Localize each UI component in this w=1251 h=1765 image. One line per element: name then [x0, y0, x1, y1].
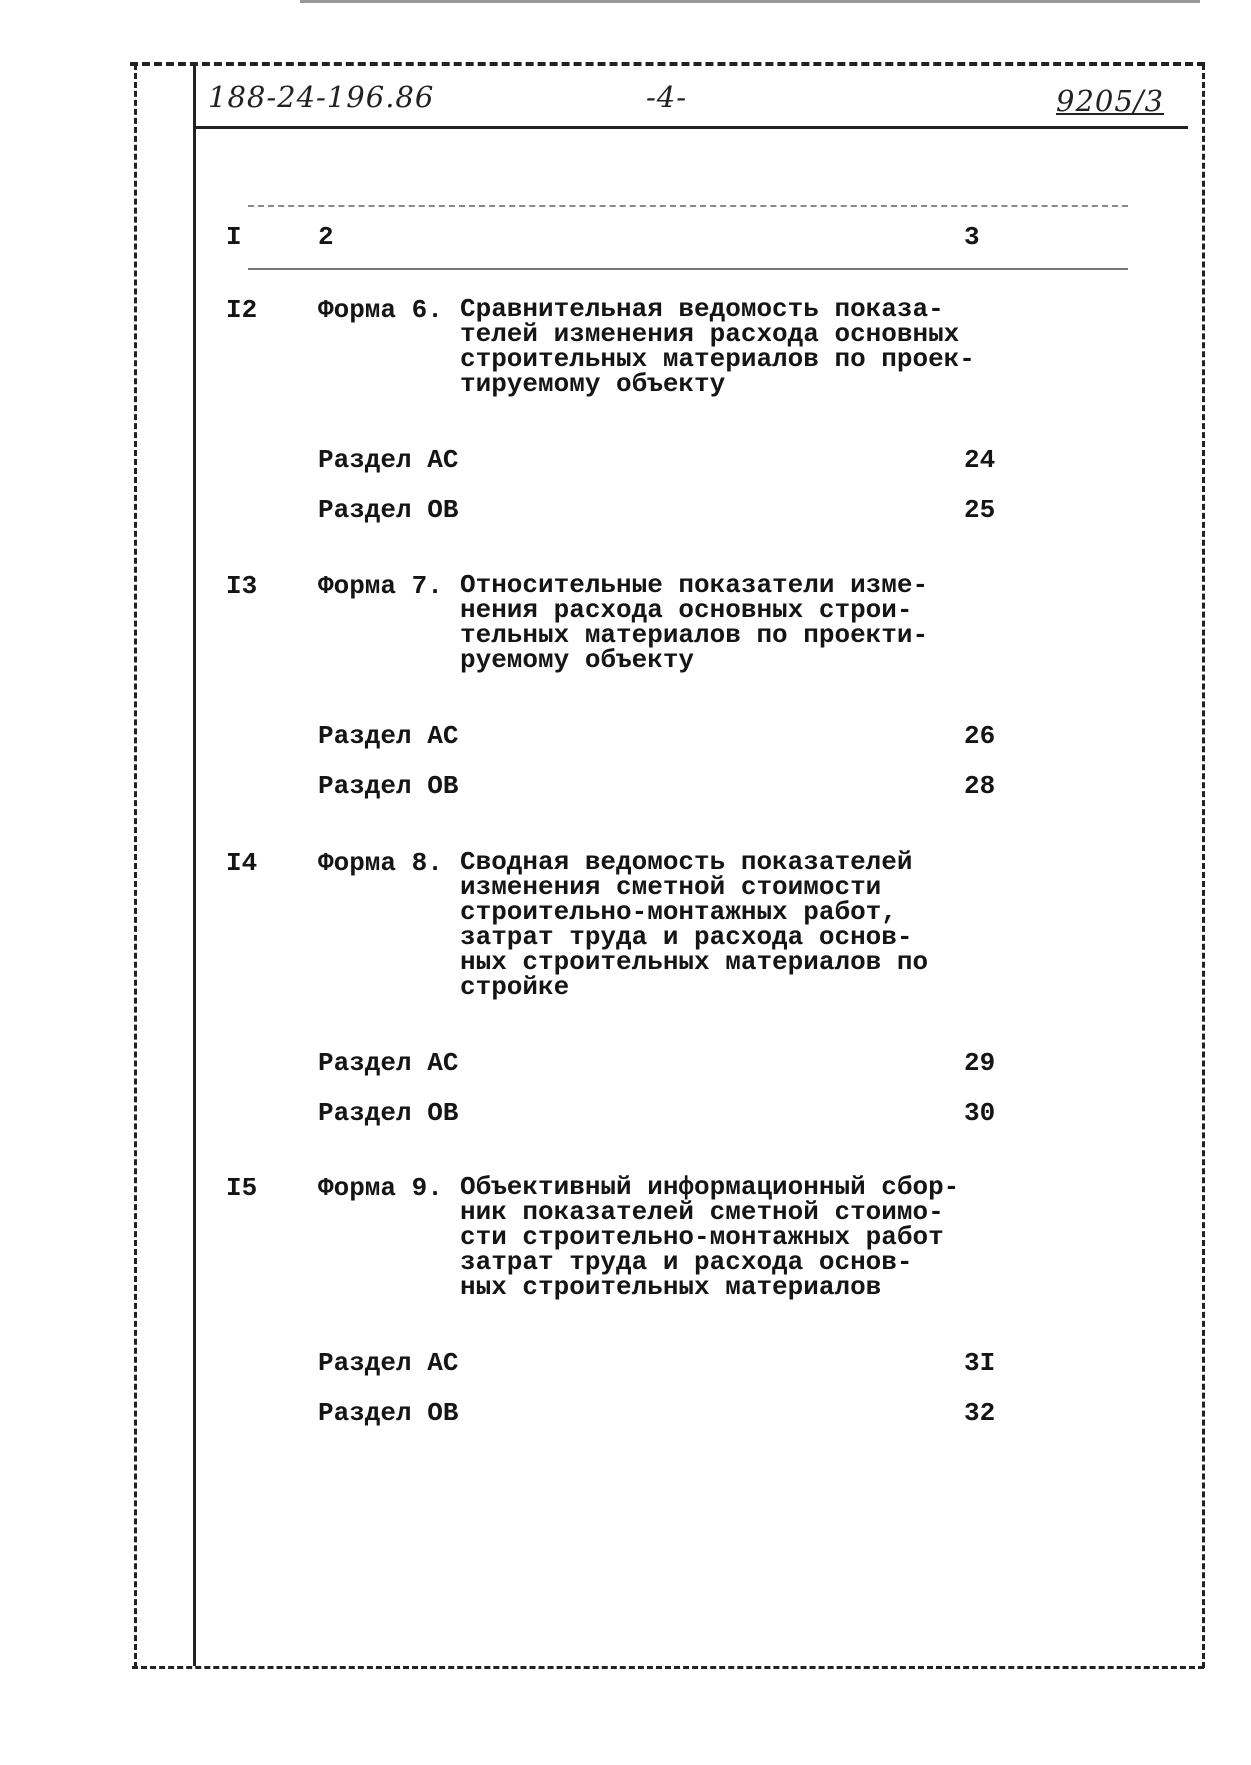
- description-line: Сводная ведомость показателей: [460, 847, 913, 877]
- description-line: Сравнительная ведомость показа-: [460, 294, 944, 324]
- column-header-3: 3: [964, 222, 980, 252]
- section-label: Раздел ОВ: [318, 1098, 459, 1128]
- entry-number: I5: [226, 1173, 258, 1203]
- section-page: 28: [964, 771, 996, 801]
- description-line: затрат труда и расхода основ-: [460, 922, 913, 952]
- description-line: строительных материалов по проек-: [460, 344, 975, 374]
- frame-border-top: [130, 62, 1205, 66]
- page-number: -4-: [646, 80, 688, 114]
- description-line: стройке: [460, 972, 570, 1002]
- section-page: 3I: [964, 1348, 996, 1378]
- section-label: Раздел ОВ: [318, 771, 459, 801]
- description-line: нения расхода основных строи-: [460, 595, 913, 625]
- section-page: 26: [964, 721, 996, 751]
- description-line: изменения сметной стоимости: [460, 872, 882, 902]
- section-label: Раздел ОВ: [318, 495, 459, 525]
- binding-margin-line: [193, 64, 196, 1666]
- form-label: Форма 8.: [318, 848, 443, 878]
- frame-border-bottom: [132, 1666, 1204, 1669]
- form-description: [460, 294, 980, 399]
- table-header-top-rule: [248, 205, 1128, 207]
- section-page: 25: [964, 495, 996, 525]
- sheet-code: 9205/3: [1056, 84, 1165, 118]
- form-label: Форма 6.: [318, 295, 443, 325]
- description-line: строительно-монтажных работ,: [460, 897, 897, 927]
- section-page: 30: [964, 1098, 996, 1128]
- section-label: Раздел АС: [318, 1048, 459, 1078]
- section-label: Раздел АС: [318, 445, 459, 475]
- scan-edge-line: [300, 0, 1200, 3]
- table-header-bottom-rule: [248, 268, 1128, 270]
- description-line: руемому объекту: [460, 645, 695, 675]
- description-line: тируемому объекту: [460, 369, 726, 399]
- form-description: [460, 570, 980, 675]
- entry-number: I4: [226, 848, 258, 878]
- entry-number: I3: [226, 571, 258, 601]
- frame-border-left: [134, 64, 137, 1668]
- description-line: телей изменения расхода основных: [460, 319, 960, 349]
- section-label: Раздел ОВ: [318, 1398, 459, 1428]
- description-line: сти строительно-монтажных работ: [460, 1222, 944, 1252]
- section-label: Раздел АС: [318, 1348, 459, 1378]
- description-line: ных строительных материалов: [460, 1272, 882, 1302]
- frame-border-right: [1202, 64, 1205, 1668]
- description-line: затрат труда и расхода основ-: [460, 1247, 913, 1277]
- description-line: ник показателей сметной стоимо-: [460, 1197, 944, 1227]
- section-page: 24: [964, 445, 996, 475]
- column-header-1: I: [226, 222, 242, 252]
- header-rule: [193, 126, 1188, 129]
- form-description: [460, 847, 980, 1002]
- document-code: 188-24-196.86: [208, 80, 435, 114]
- column-header-2: 2: [318, 222, 334, 252]
- description-line: Объективный информационный сбор-: [460, 1172, 960, 1202]
- form-label: Форма 7.: [318, 571, 443, 601]
- entry-number: I2: [226, 295, 258, 325]
- form-description: [460, 1172, 980, 1302]
- section-page: 29: [964, 1048, 996, 1078]
- form-label: Форма 9.: [318, 1173, 443, 1203]
- description-line: ных строительных материалов по: [460, 947, 929, 977]
- description-line: Относительные показатели изме-: [460, 570, 929, 600]
- description-line: тельных материалов по проекти-: [460, 620, 929, 650]
- section-label: Раздел АС: [318, 721, 459, 751]
- section-page: 32: [964, 1398, 996, 1428]
